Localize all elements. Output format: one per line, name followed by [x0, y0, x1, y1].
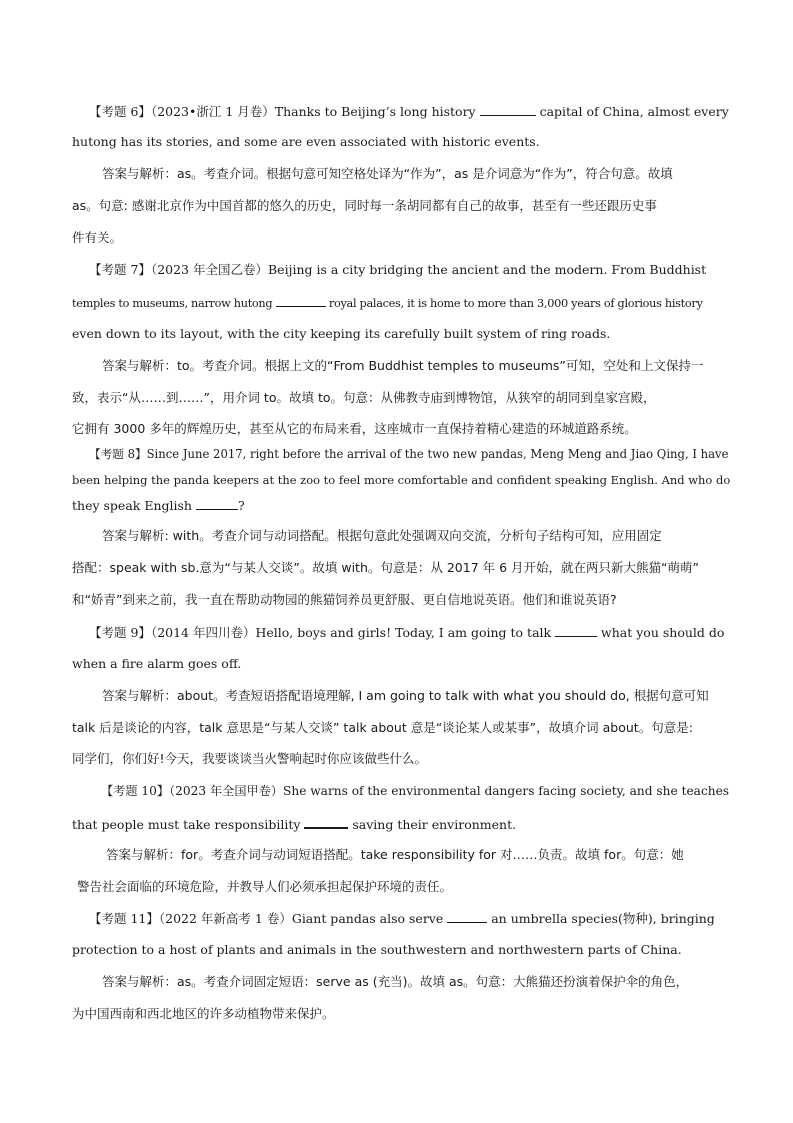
question-text: Hello, boys and girls! Today, I am going to talk	[255, 625, 556, 640]
answer-7-line-2: 致，表示“从……到……”，用介词 to。故填 to。句意：从佛教寺庙到博物馆，从狭窄的胡同到皇家宫殿，	[72, 390, 656, 405]
question-source: （2014 年四川卷）	[150, 625, 256, 640]
question-text: capital of China, almost every	[535, 104, 729, 119]
answer-6-line-3: 件有关。	[72, 230, 123, 245]
question-6-line-1	[89, 103, 729, 120]
answer-blank	[447, 910, 487, 923]
answer-8-line-3: 和“娇青”到来之前，我一直在帮助动物园的熊猫饲养员更舒服、更自信地说英语。他们和谁说英语?	[72, 592, 617, 607]
question-source: （2023•浙江 1 月卷）	[150, 104, 275, 119]
question-10-line-2	[72, 815, 516, 833]
question-7-line-3: even down to its layout, with the city keeping its carefully built system of ring roads.	[72, 326, 611, 341]
question-label: 【考题 6】	[89, 104, 151, 119]
question-text: Giant pandas also serve	[291, 911, 448, 926]
answer-10-line-2: 警告社会面临的环境危险，并教导人们必须承担起保护环境的责任。	[77, 879, 453, 894]
question-10-line-1	[101, 783, 729, 799]
answer-blank	[304, 815, 348, 829]
question-source: （2023 年全国甲卷）	[169, 784, 284, 798]
question-text: Since June 2017, right before the arrival of the two new pandas, Meng Meng and Jiao Qing, I have	[146, 447, 729, 461]
question-source: （2023 年全国乙卷）	[150, 262, 268, 277]
question-11-line-2: protection to a host of plants and animals in the southwestern and northwestern parts of China.	[72, 942, 682, 957]
question-text: ?	[237, 498, 245, 513]
answer-blank	[196, 497, 238, 510]
question-label: 【考题 9】	[89, 625, 151, 640]
answer-9-line-1: 答案与解析：about。考查短语搭配语境理解, I am going to talk with what you should do, 根据句意可知	[102, 688, 709, 703]
answer-blank	[480, 103, 536, 116]
question-8-line-3	[72, 497, 245, 514]
question-text: temples to museums, narrow hutong	[72, 297, 276, 310]
answer-8-line-2: 搭配：speak with sb.意为“与某人交谈”。故填 with。句意是：从 2017 年 6 月开始，就在两只新大熊猫“萌萌”	[72, 560, 699, 575]
question-text: that people must take responsibility	[72, 817, 305, 832]
answer-7-line-3: 它拥有 3000 多年的辉煌历史，甚至从它的布局来看，这座城市一直保持着精心建造的环城道路系统。	[72, 421, 637, 436]
answer-blank	[276, 294, 326, 307]
question-text: an umbrella species(物种), bringing	[487, 911, 715, 926]
question-label: 【考题 10】	[101, 784, 170, 798]
question-text: royal palaces, it is home to more than 3,000 years of glorious history	[325, 297, 703, 310]
question-source: （2022 年新高考 1 卷）	[158, 911, 292, 926]
answer-9-line-3: 同学们，你们好!今天，我要谈谈当火警响起时你应该做些什么。	[72, 751, 428, 766]
question-text: Thanks to Beijing’s long history	[274, 104, 480, 119]
answer-7-line-1: 答案与解析：to。考查介词。根据上文的“From Buddhist temples to museums”可知，空处和上文保持一	[102, 358, 704, 373]
answer-9-line-2: talk 后是谈论的内容，talk 意思是“与某人交谈” talk about 意是“谈论某人或某事”，故填介词 about。句意是:	[72, 720, 693, 735]
question-text: what you should do	[597, 625, 725, 640]
question-7-line-2	[72, 294, 703, 312]
question-label: 【考题 8】	[89, 447, 147, 461]
question-text: saving their environment.	[348, 817, 517, 832]
question-9-line-1	[89, 624, 724, 641]
answer-11-line-2: 为中国西南和西北地区的许多动植物带来保护。	[72, 1006, 335, 1021]
answer-8-line-1: 答案与解析: with。考查介词与动词搭配。根据句意此处强调双向交流，分析句子结构可知，应用固定	[102, 528, 662, 543]
question-6-line-2: hutong has its stories, and some are even associated with historic events.	[72, 134, 540, 149]
question-8-line-2: been helping the panda keepers at the zoo to feel more comfortable and confident speaking English. And who do	[72, 473, 731, 487]
answer-10-line-1: 答案与解析：for。考查介词与动词短语搭配。take responsibility for 对……负责。故填 for。句意：她	[106, 847, 684, 862]
question-text: they speak English	[72, 498, 196, 513]
answer-6-line-1: 答案与解析：as。考查介词。根据句意可知空格处译为“作为”，as 是介词意为“作为”，符合句意。故填	[102, 166, 673, 181]
question-label: 【考题 7】	[89, 262, 151, 277]
question-label: 【考题 11】	[89, 911, 159, 926]
question-text: Beijing is a city bridging the ancient and the modern. From Buddhist	[267, 262, 707, 277]
question-11-line-1	[89, 910, 715, 927]
question-7-line-1	[89, 262, 706, 278]
question-text: She warns of the environmental dangers facing society, and she teaches	[283, 784, 730, 798]
answer-6-line-2: as。句意: 感谢北京作为中国首都的悠久的历史，同时每一条胡同都有自己的故事，甚至有一些还跟历史事	[72, 198, 657, 213]
question-8-line-1	[89, 446, 729, 462]
answer-blank	[555, 624, 597, 637]
question-9-line-2: when a fire alarm goes off.	[72, 656, 242, 671]
answer-11-line-1: 答案与解析：as。考查介词固定短语：serve as (充当)。故填 as。句意：大熊猫还扮演着保护伞的角色，	[102, 974, 689, 989]
